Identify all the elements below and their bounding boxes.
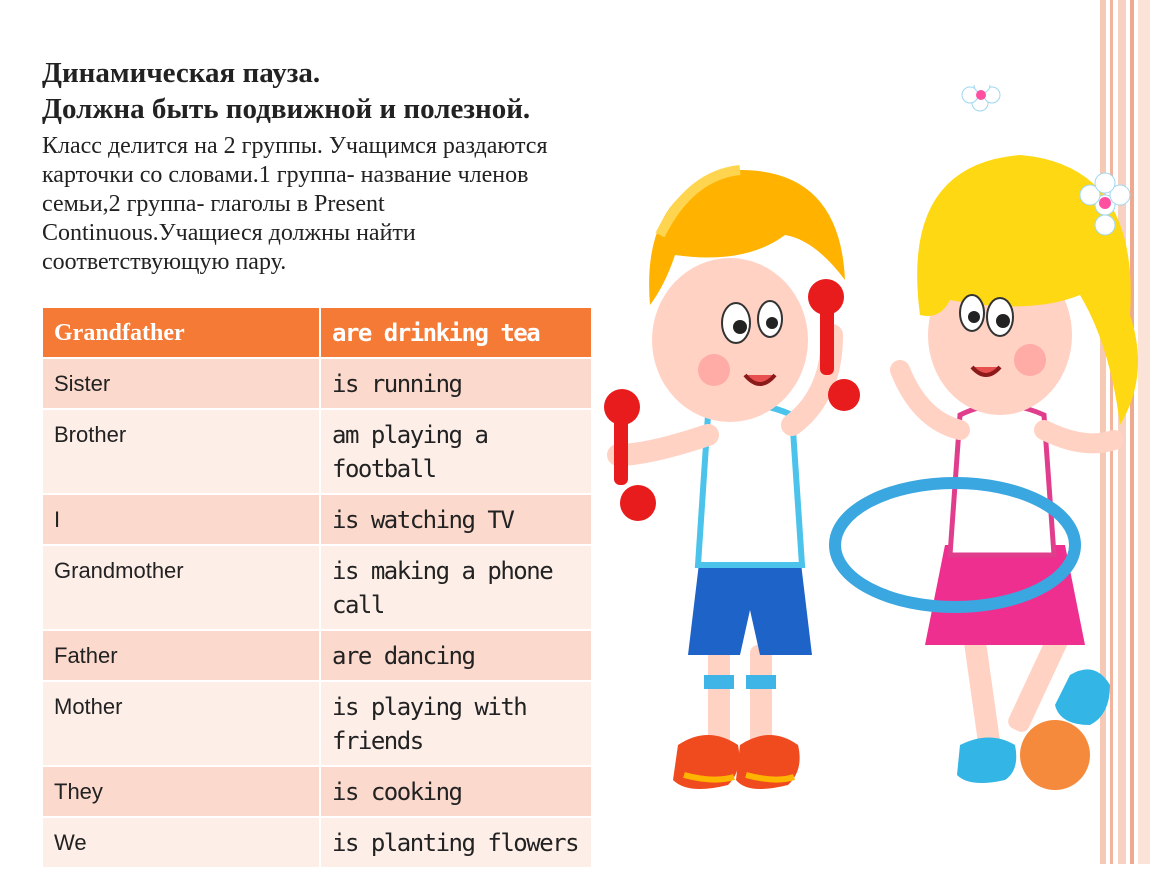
table-cell: are dancing <box>320 630 592 681</box>
table-cell: am playing a football <box>320 409 592 494</box>
table-row <box>42 817 592 868</box>
table-cell: Grandmother <box>42 545 320 630</box>
table-cell: I <box>42 494 320 545</box>
table-cell: is planting flowers <box>320 817 592 868</box>
table-cell: Sister <box>42 358 320 409</box>
table-cell: is watching TV <box>320 494 592 545</box>
table-row <box>42 630 592 681</box>
matching-table <box>41 306 593 869</box>
title-line-2: Должна быть подвижной и полезной. <box>42 93 531 125</box>
table-cell: is making a phone call <box>320 545 592 630</box>
table-row <box>42 358 592 409</box>
table-cell: Mother <box>42 681 320 766</box>
table-cell: is playing with friends <box>320 681 592 766</box>
table-row <box>42 494 592 545</box>
girl-figure <box>835 85 1138 790</box>
table-row <box>42 681 592 766</box>
table-header-row <box>42 307 592 358</box>
table-cell: They <box>42 766 320 817</box>
slide-title <box>42 55 530 127</box>
table-cell: is running <box>320 358 592 409</box>
instructions-text: Класс делится на 2 группы. Учащимся раздаются карточки со словами.1 группа- название членов семьи,2 группа- глаголы в Present Continuous.Учащиеся должны найти соответствующую пару. <box>42 133 548 275</box>
title-line-1: Динамическая пауза. <box>42 57 321 89</box>
table-row <box>42 545 592 630</box>
table-cell: is cooking <box>320 766 592 817</box>
table-cell: are drinking tea <box>320 307 592 358</box>
table-cell: Brother <box>42 409 320 494</box>
boy-figure <box>604 170 860 789</box>
table-cell: We <box>42 817 320 868</box>
table-row <box>42 409 592 494</box>
children-exercising-illustration <box>600 85 1150 825</box>
table-row <box>42 766 592 817</box>
table-cell: Grandfather <box>42 307 320 358</box>
table-cell: Father <box>42 630 320 681</box>
